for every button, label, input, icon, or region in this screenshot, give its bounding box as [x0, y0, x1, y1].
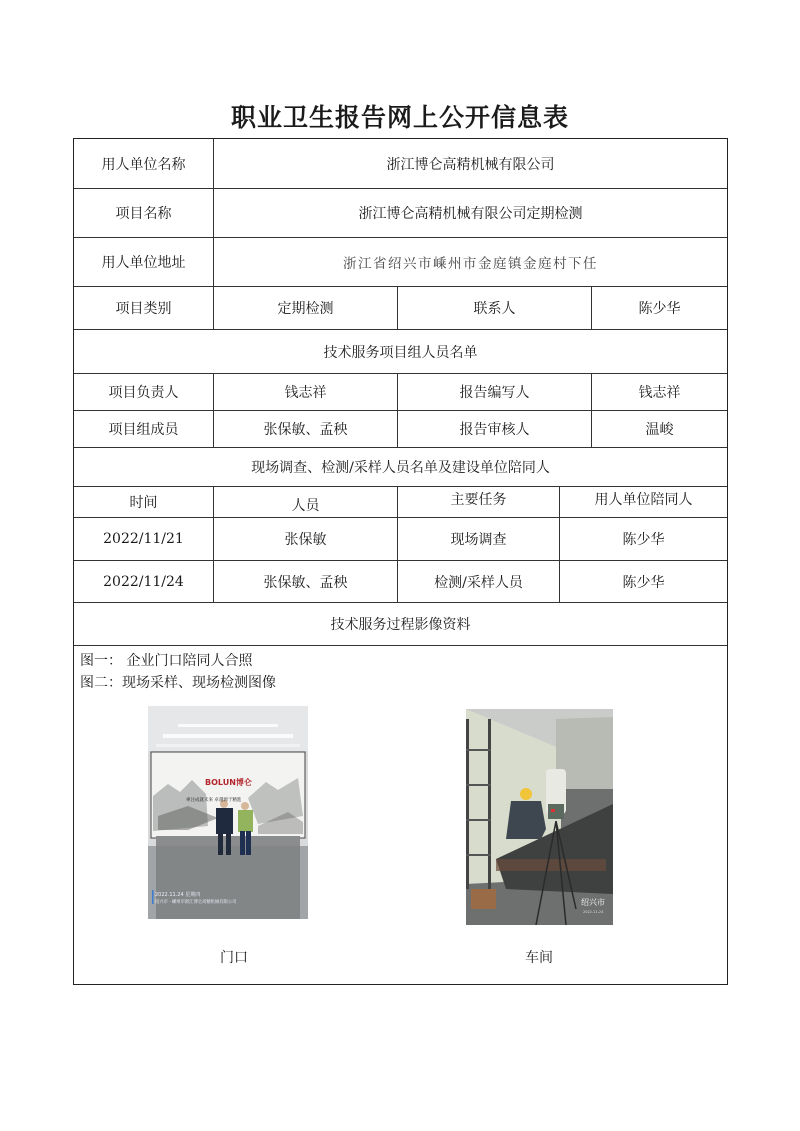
- survey-header-staff: 人员: [214, 487, 398, 518]
- employer-name-label: 用人单位名称: [74, 139, 214, 189]
- members-label: 项目组成员: [74, 411, 214, 448]
- project-name: 浙江博仑高精机械有限公司定期检测: [214, 189, 727, 238]
- survey-header-escort: 用人单位陪同人: [560, 487, 727, 518]
- survey-row-2-task: 检测/采样人员: [398, 561, 560, 603]
- workshop-photo: [466, 709, 613, 925]
- survey-header-task: 主要任务: [398, 487, 560, 518]
- writer-label: 报告编写人: [398, 374, 592, 411]
- svg-text:2022.11.24 星期四: 2022.11.24 星期四: [155, 892, 201, 898]
- members: 张保敏、孟秧: [214, 411, 398, 448]
- svg-text:绍兴市: 绍兴市: [581, 898, 605, 907]
- svg-text:專注成就未來 卓越源于精進: 專注成就未來 卓越源于精進: [186, 798, 242, 803]
- reviewer: 温峻: [592, 411, 727, 448]
- survey-row-2-escort: 陈少华: [560, 561, 727, 603]
- survey-row-1-task: 现场调查: [398, 518, 560, 561]
- writer: 钱志祥: [592, 374, 727, 411]
- caption-figure-1: 图一： 企业门口陪同人合照: [80, 653, 253, 669]
- survey-row-1-date: 2022/11/21: [74, 518, 214, 561]
- project-name-label: 项目名称: [74, 189, 214, 238]
- contact-label: 联系人: [398, 287, 592, 330]
- survey-section-title: 现场调查、检测/采样人员名单及建设单位陪同人: [74, 448, 727, 487]
- survey-row-1-staff: 张保敏: [214, 518, 398, 561]
- project-type: 定期检测: [214, 287, 398, 330]
- contact: 陈少华: [592, 287, 727, 330]
- employer-address-label: 用人单位地址: [74, 238, 214, 287]
- project-type-label: 项目类别: [74, 287, 214, 330]
- entrance-photo: [148, 706, 308, 919]
- survey-row-2-date: 2022/11/24: [74, 561, 214, 603]
- svg-text:绍兴市 · 嵊州市浙江博仑高精机械有限公司: 绍兴市 · 嵊州市浙江博仑高精机械有限公司: [155, 900, 237, 905]
- survey-row-1-escort: 陈少华: [560, 518, 727, 561]
- employer-address: 浙江省绍兴市嵊州市金庭镇金庭村下任: [214, 238, 727, 287]
- leader: 钱志祥: [214, 374, 398, 411]
- page-title: 职业卫生报告网上公开信息表: [230, 103, 569, 132]
- survey-header-date: 时间: [74, 487, 214, 518]
- entrance-photo-label: 门口: [220, 950, 248, 966]
- caption-figure-2: 图二：现场采样、现场检测图像: [80, 675, 276, 691]
- logo-text: BOLUN博仑: [205, 778, 252, 787]
- team-section-title: 技术服务项目组人员名单: [74, 330, 727, 374]
- reviewer-label: 报告审核人: [398, 411, 592, 448]
- info-table: [73, 138, 728, 985]
- images-section-title: 技术服务过程影像资料: [74, 603, 727, 646]
- workshop-photo-label: 车间: [525, 950, 553, 966]
- svg-text:2022-11-24: 2022-11-24: [583, 910, 604, 914]
- survey-row-2-staff: 张保敏、孟秧: [214, 561, 398, 603]
- employer-name: 浙江博仑高精机械有限公司: [214, 139, 727, 189]
- leader-label: 项目负责人: [74, 374, 214, 411]
